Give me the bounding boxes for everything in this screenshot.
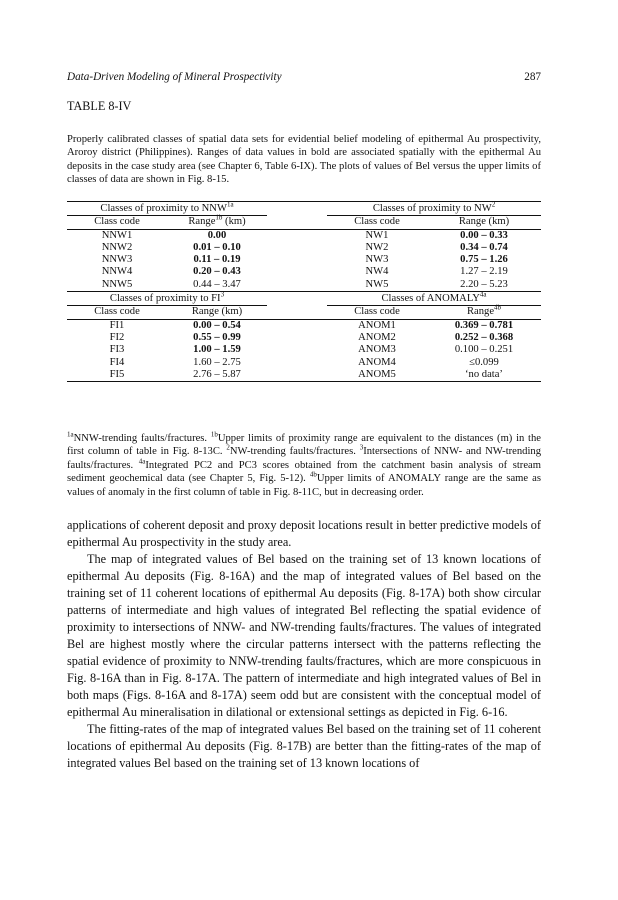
class-code-cell: NW5 xyxy=(365,278,389,290)
footnote: $^2$NW-trending faults/fractures. xyxy=(226,443,360,458)
paragraph: The map of integrated values of Bel based on the training set of 13 known locations of epithermal Au deposits (Fig. 8-16A) and the map of integrated values of Bel based on the training set of 11 coherent locations of epithermal Au deposits (Fig. 8-17A) both show circular patterns of intermediate and high values of integrated Bel reflecting the spatial evidence of proximity to intersections of NNW- and NW-trending faults/fractures. The values of integrated Bel are highest mostly where the circular patterns intersect with the patterns reflecting the spatial evidence of proximity to NNW-trending faults/fractures, which are more conspicuous in Fig. 8-16A than in Fig. 8-17A. The pattern of intermediate and high integrated values of Bel in both maps (Figs. 8-16A and 8-17A) seem odd but are consistent with the conceptual model of epithermal Au mineralisation in dilational or extensional settings as depicted in Fig. 6-16. xyxy=(67,552,541,719)
table-row xyxy=(67,369,541,382)
table-row xyxy=(67,279,541,292)
footnote: $^{4a}$Integrated PC2 and PC3 scores obtained from the catchment basin analysis of stream sediment geochemical data (see Chapter 5, Fig. 5-12). xyxy=(67,457,541,485)
group-header-anomaly: Classes of $ANOMALY^{4a}$ xyxy=(327,292,541,306)
paragraph: The fitting-rates of the map of integrated values Bel based on the training set of 11 coherent locations of epithermal Au deposits (Fig. 8-17B) are better than the fitting-rates of the map of integrated values Bel based on the training set of 13 known locations of xyxy=(67,722,541,770)
col-header-class-code: Class code xyxy=(354,306,400,318)
range-cell: 0.100 – 0.251 xyxy=(454,344,514,356)
table-group-header xyxy=(67,292,541,306)
range-cell: ≤0.099 xyxy=(469,356,499,368)
range-cell: 0.55 – 0.99 xyxy=(193,331,241,343)
table-column-header xyxy=(67,306,541,319)
table-row xyxy=(67,242,541,254)
class-code-cell: FI1 xyxy=(67,319,167,332)
table-caption: Properly calibrated classes of spatial data sets for evidential belief modeling of epithermal Au prospectivity, Aroroy district (Philippines). Ranges of data values in bold are associated spatially with the epithermal Au deposits in the case study area (see Chapter 6, Table 6-IX). The plots of values of Bel versus the upper limits of classes of data are shown in Fig. 8-15. xyxy=(67,134,541,186)
col-header-class-code: Class code xyxy=(94,216,140,228)
table-row xyxy=(67,266,541,278)
col-header-range: Range$^{4b}$ xyxy=(466,303,502,318)
range-cell: 0.11 – 0.19 xyxy=(193,254,241,266)
table-footnotes xyxy=(67,432,541,499)
footnote: $^3$Intersections of NNW- and NW-trending faults/fractures. xyxy=(67,443,542,471)
class-code-cell: NW3 xyxy=(365,254,389,266)
range-cell: 1.27 – 2.19 xyxy=(460,266,508,278)
range-cell: 0.01 – 0.10 xyxy=(193,241,241,253)
group-header-fi: Classes of proximity to $FI^3$ xyxy=(67,292,267,306)
class-code-cell: NNW2 xyxy=(101,241,133,253)
col-header-class-code: Class code xyxy=(354,216,400,228)
table-row xyxy=(67,332,541,344)
table-row xyxy=(67,344,541,356)
table-row xyxy=(67,319,541,332)
col-header-class-code: Class code xyxy=(94,306,140,318)
class-code-cell: ANOM2 xyxy=(358,331,396,343)
range-cell: ‘no data’ xyxy=(427,369,541,382)
col-header-range: Range (km) xyxy=(458,216,510,228)
footnote: $^{1a}$NNW-trending faults/fractures. xyxy=(67,430,211,444)
group-header-nw: Classes of proximity to $NW^2$ xyxy=(327,202,541,216)
class-code-cell: NW1 xyxy=(327,229,427,242)
class-code-cell: FI4 xyxy=(109,356,125,368)
range-cell: 0.252 – 0.368 xyxy=(454,331,514,343)
col-header-range: Range (km) xyxy=(191,306,243,318)
class-code-cell: ANOM5 xyxy=(327,369,427,382)
range-cell: 2.76 – 5.87 xyxy=(167,369,267,382)
class-code-cell: NNW1 xyxy=(67,229,167,242)
range-cell: 0.44 – 3.47 xyxy=(193,278,241,290)
class-code-cell: FI5 xyxy=(67,369,167,382)
class-code-cell: NNW4 xyxy=(101,266,133,278)
table-row xyxy=(67,357,541,369)
class-code-cell: NW2 xyxy=(365,241,389,253)
running-title: Data-Driven Modeling of Mineral Prospectivity xyxy=(67,71,282,83)
class-code-cell: ANOM4 xyxy=(358,356,396,368)
running-header xyxy=(67,71,541,83)
table-row xyxy=(67,229,541,242)
range-cell: 0.34 – 0.74 xyxy=(460,241,508,253)
range-cell: 0.369 – 0.781 xyxy=(427,319,541,332)
class-code-cell: FI2 xyxy=(109,331,125,343)
paragraph: applications of coherent deposit and proxy deposit locations result in better predictive models of epithermal Au prospectivity in the study area. xyxy=(67,518,541,549)
range-cell: 0.20 – 0.43 xyxy=(193,266,241,278)
table-label: TABLE 8-IV xyxy=(67,99,132,113)
range-cell: 2.20 – 5.23 xyxy=(460,278,508,290)
range-cell: 0.00 xyxy=(167,229,267,242)
footnote: $^{1b}$Upper limits of proximity range are equivalent to the distances (m) in the first column of table in Fig. 8-13C. xyxy=(67,430,542,458)
table-group-header xyxy=(67,202,541,216)
range-cell: 0.00 – 0.54 xyxy=(167,319,267,332)
table-column-header xyxy=(67,216,541,229)
footnote: $^{4b}$Upper limits of ANOMALY range are the same as values of anomaly in the first column of table in Fig. 8-11C, but in decreasing order. xyxy=(67,470,541,498)
class-code-cell: NNW5 xyxy=(101,278,133,290)
range-cell: 0.75 – 1.26 xyxy=(460,254,508,266)
col-header-range: Range$^{1b}$ (km) xyxy=(188,213,246,228)
range-cell: 1.60 – 2.75 xyxy=(193,356,241,368)
group-header-nnw: Classes of proximity to $NNW^{1a}$ xyxy=(67,202,267,216)
class-code-cell: NNW3 xyxy=(101,254,133,266)
class-code-cell: FI3 xyxy=(109,344,125,356)
page-number: 287 xyxy=(524,71,541,83)
table-row xyxy=(67,254,541,266)
class-code-cell: NW4 xyxy=(365,266,389,278)
range-cell: 1.00 – 1.59 xyxy=(193,344,241,356)
data-table xyxy=(67,201,541,382)
range-cell: 0.00 – 0.33 xyxy=(427,229,541,242)
class-code-cell: ANOM3 xyxy=(358,344,396,356)
class-code-cell: ANOM1 xyxy=(327,319,427,332)
body-text xyxy=(67,517,541,772)
